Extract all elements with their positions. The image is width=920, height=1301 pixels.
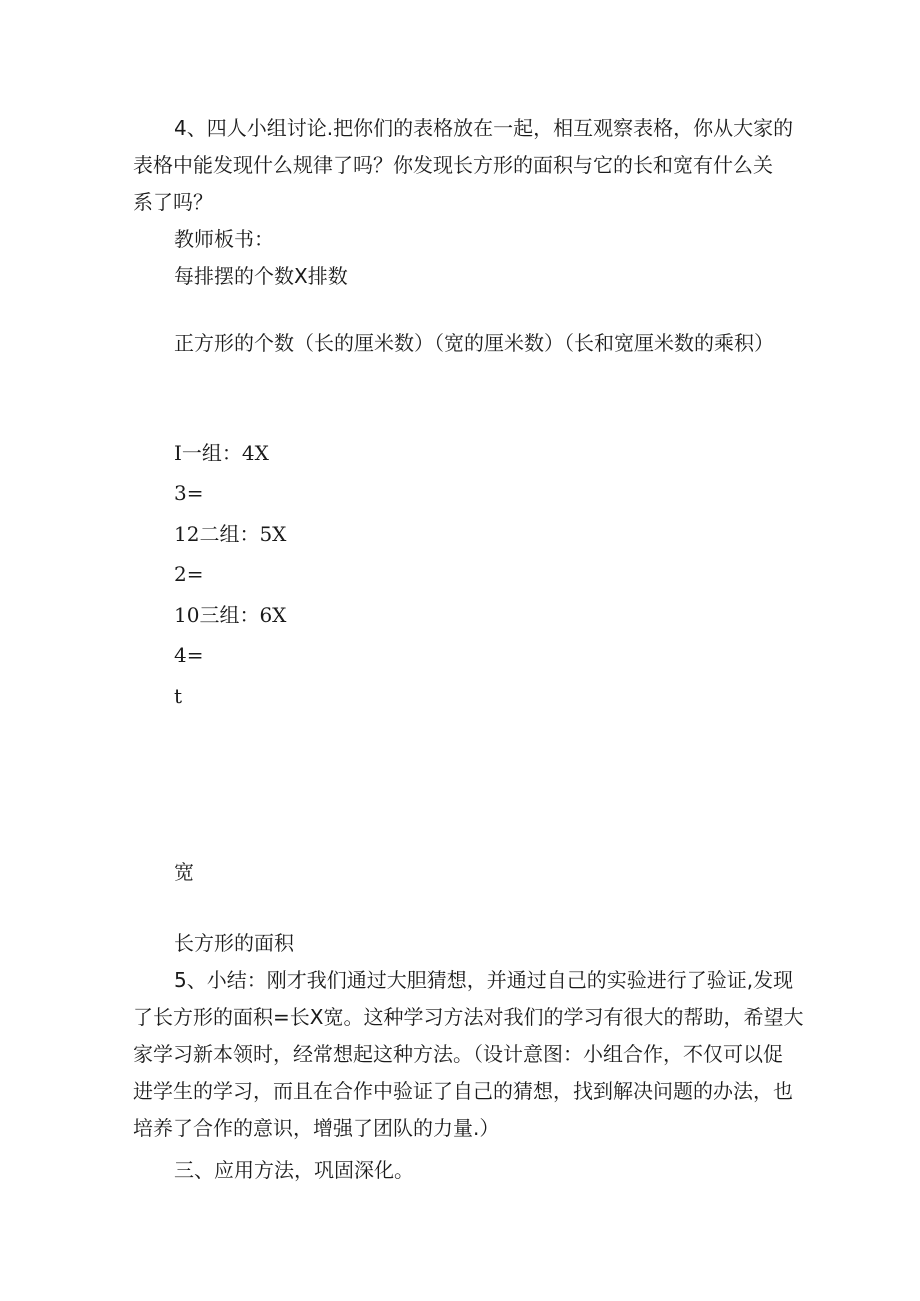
board-row-2: 3= [174, 481, 204, 505]
board-row-7: t [174, 684, 183, 708]
board-area-label: 长方形的面积 [174, 931, 294, 955]
paragraph-4-line-3: 系了吗？ [133, 190, 213, 214]
board-heading: 教师板书： [174, 227, 274, 251]
paragraph-5-line-3: 家学习新本领时，经常想起这种方法。（设计意图：小组合作，不仅可以促 [133, 1042, 783, 1066]
board-row-4: 2= [174, 562, 204, 586]
board-formula: 每排摆的个数X排数 [174, 264, 348, 288]
board-row-3: 12二组：5X [174, 522, 287, 546]
paragraph-4-line-2: 表格中能发现什么规律了吗？你发现长方形的面积与它的长和宽有什么关 [133, 153, 773, 177]
board-wide-label: 宽 [174, 860, 194, 884]
paragraph-5-line-5: 培养了合作的意识，增强了团队的力量.） [133, 1116, 500, 1140]
paragraph-4-line-1: 4、四人小组讨论.把你们的表格放在一起，相互观察表格，你从大家的 [174, 116, 794, 140]
board-row-6: 4= [174, 643, 204, 667]
paragraph-5-line-2: 了长方形的面积=长X宽。这种学习方法对我们的学习有很大的帮助，希望大 [133, 1005, 804, 1029]
board-column-labels: 正方形的个数（长的厘米数）（宽的厘米数）（长和宽厘米数的乘积） [174, 331, 774, 355]
paragraph-5-line-1: 5、小结：刚才我们通过大胆猜想，并通过自己的实验进行了验证,发现 [174, 968, 794, 992]
board-row-5: 10三组：6X [174, 603, 287, 627]
section-3-title: 三、应用方法，巩固深化。 [174, 1158, 414, 1182]
paragraph-5-line-4: 进学生的学习，而且在合作中验证了自己的猜想，找到解决问题的办法，也 [133, 1079, 793, 1103]
board-row-1: I一组：4X [174, 441, 269, 465]
